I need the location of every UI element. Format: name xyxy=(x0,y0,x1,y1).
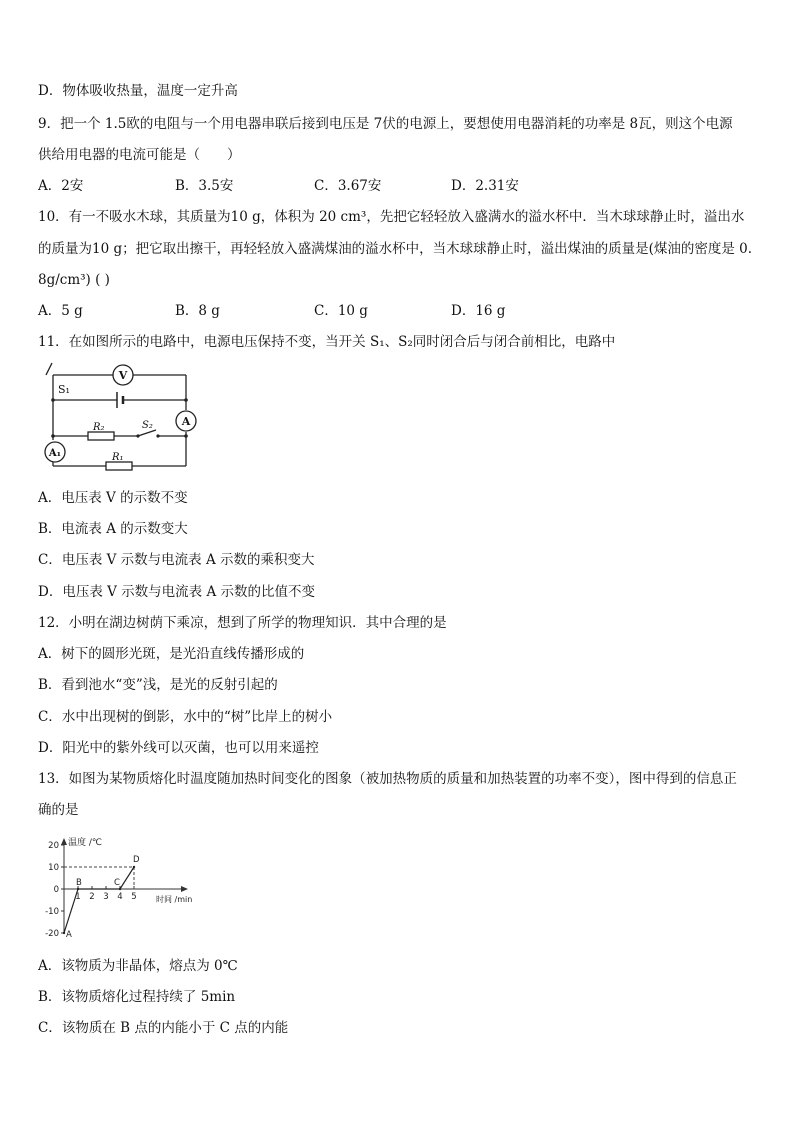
x-axis-arrow xyxy=(181,886,188,892)
point-A xyxy=(63,932,65,934)
circuit-diagram xyxy=(38,360,208,475)
q10-stem-line1: 10．有一不吸水木球，其质量为10 g，体积为 20 cm³，先把它轻轻放入盛满水的溢水杯中．当木球球静止时，溢出水 xyxy=(38,209,745,225)
x-tick-label: 4 xyxy=(117,892,123,902)
x-tick-label: 1 xyxy=(75,892,81,902)
q10-option-d: D．16 g xyxy=(451,303,506,319)
x-tick-label: 5 xyxy=(131,892,137,902)
point-label-C: C xyxy=(114,878,120,888)
q13-stem-line2: 确的是 xyxy=(38,802,79,818)
q12-option-a: A．树下的圆形光斑，是光沿直线传播形成的 xyxy=(38,646,305,662)
y-tick-label: -20 xyxy=(45,929,59,938)
ammeter1-label: A₁ xyxy=(48,448,62,459)
node xyxy=(136,434,139,437)
q12-stem: 12．小明在湖边树荫下乘凉，想到了所学的物理知识．其中合理的是 xyxy=(38,615,447,631)
point-D xyxy=(133,866,135,868)
node xyxy=(156,434,159,437)
temperature-curve xyxy=(64,867,137,933)
y-tick-label: 0 xyxy=(53,885,59,895)
switch-s1-blade xyxy=(46,363,52,375)
q9-option-c: C．3.67安 xyxy=(314,178,382,194)
q10-option-a: A．5 g xyxy=(38,303,83,319)
q9-option-b: B．3.5安 xyxy=(175,178,234,194)
resistor-r1 xyxy=(106,462,132,470)
q12-option-c: C．水中出现树的倒影，水中的“树”比岸上的树小 xyxy=(38,709,333,725)
s2-label: S₂ xyxy=(142,420,153,431)
q11-option-a: A．电压表 V 的示数不变 xyxy=(38,490,188,506)
point-label-B: B xyxy=(76,878,82,888)
q10-stem-line3: 8g/cm³) ( ) xyxy=(38,272,110,288)
melting-curve-chart xyxy=(38,834,208,938)
q11-option-b: B．电流表 A 的示数变大 xyxy=(38,521,188,537)
node xyxy=(51,398,55,402)
q11-option-c: C．电压表 V 示数与电流表 A 示数的乘积变大 xyxy=(38,552,315,568)
q8-option-d: D．物体吸收热量，温度一定升高 xyxy=(38,83,238,99)
q10-option-b: B．8 g xyxy=(175,303,220,319)
y-tick-label: 10 xyxy=(48,863,59,873)
r2-label: R₂ xyxy=(93,422,105,433)
y-tick-label: 20 xyxy=(48,841,59,851)
node xyxy=(184,434,188,438)
point-C xyxy=(119,888,121,890)
voltmeter-label: V xyxy=(118,369,128,382)
point-B xyxy=(77,888,79,890)
point-label-D: D xyxy=(133,855,140,865)
q10-option-c: C．10 g xyxy=(314,303,368,319)
x-axis-label: 时间 /min xyxy=(156,895,193,904)
q9-stem-line2: 供给用电器的电流可能是（ ） xyxy=(38,147,241,163)
q13-option-a: A．该物质为非晶体，熔点为 0℃ xyxy=(38,958,238,974)
q13-option-c: C．该物质在 B 点的内能小于 C 点的内能 xyxy=(38,1020,289,1036)
point-label-A: A xyxy=(66,930,72,938)
q11-option-d: D．电压表 V 示数与电流表 A 示数的比值不变 xyxy=(38,584,315,600)
q10-options xyxy=(38,302,758,320)
node xyxy=(51,434,55,438)
y-axis-label: 温度 /℃ xyxy=(68,838,103,848)
x-tick-label: 3 xyxy=(103,892,109,902)
resistor-r2 xyxy=(88,432,114,440)
circuit-nodes xyxy=(51,398,188,438)
x-tick-label: 2 xyxy=(89,892,95,902)
q13-stem-line1: 13．如图为某物质熔化时温度随加热时间变化的图象（被加热物质的质量和加热装置的功率不变），图中得到的信息正 xyxy=(38,771,737,787)
q9-option-d: D．2.31安 xyxy=(451,178,519,194)
q10-stem-line2: 的质量为10 g；把它取出擦干，再轻轻放入盛满煤油的溢水杯中，当木球球静止时，溢出煤油的质量是(煤油的密度是 0. xyxy=(38,241,753,257)
q9-options xyxy=(38,177,758,195)
q9-stem-line1: 9．把一个 1.5欧的电阻与一个用电器串联后接到电压是 7伏的电源上，要想使用电器消耗的功率是 8瓦，则这个电源 xyxy=(38,116,733,132)
s1-label: S₁ xyxy=(58,383,70,396)
q11-stem: 11．在如图所示的电路中，电源电压保持不变，当开关 S₁、S₂同时闭合后与闭合前相比，电路中 xyxy=(38,334,616,350)
ammeter-label: A xyxy=(181,415,191,428)
node xyxy=(184,398,188,402)
r1-label: R₁ xyxy=(112,452,124,463)
q12-option-d: D．阳光中的紫外线可以灭菌，也可以用来遥控 xyxy=(38,740,319,756)
y-axis-arrow xyxy=(61,838,67,845)
q9-option-a: A．2安 xyxy=(38,178,84,194)
q12-option-b: B．看到池水“变”浅，是光的反射引起的 xyxy=(38,677,278,693)
q13-option-b: B．该物质熔化过程持续了 5min xyxy=(38,989,236,1005)
y-tick-label: -10 xyxy=(45,907,59,917)
